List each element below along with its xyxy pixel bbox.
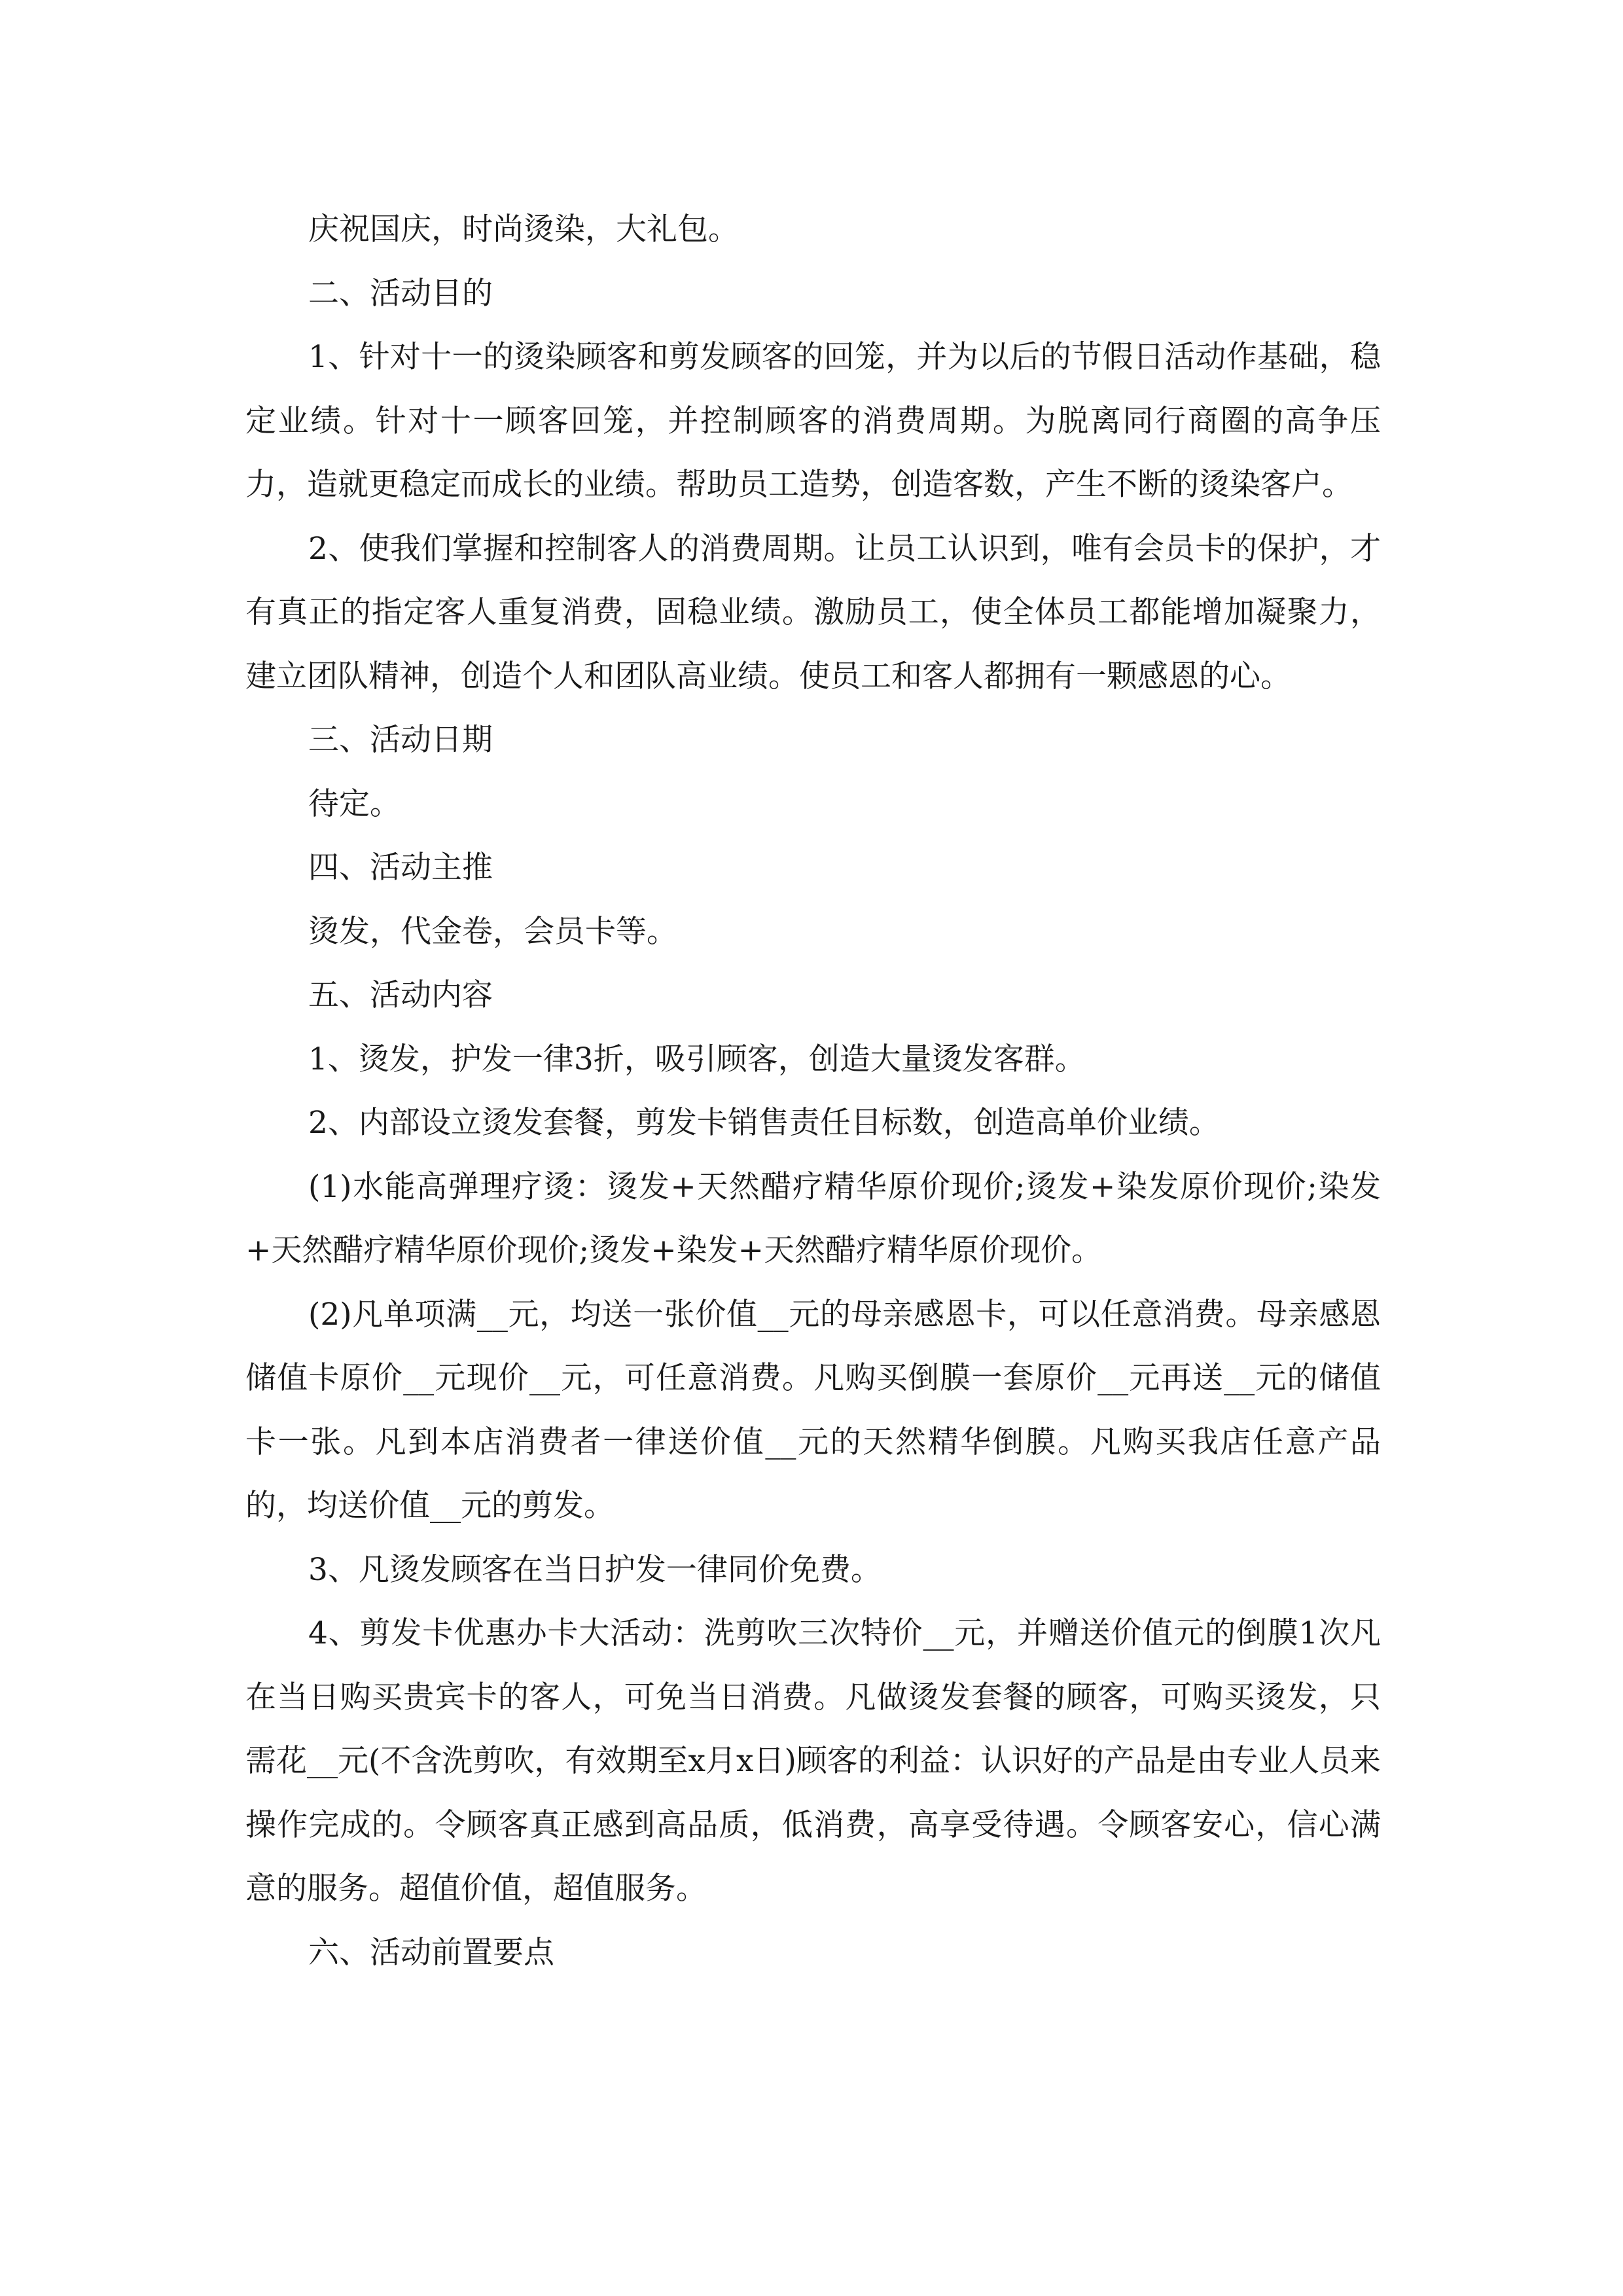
- paragraph-date: 待定。: [308, 785, 401, 822]
- paragraph-content-2-2: (2)凡单项满__元，均送一张价值__元的母亲感恩卡，可以任意消费。母亲感恩储值卡原价__元现价__元，可任意消费。凡购买倒膜一套原价__元再送__元的储值卡一张。凡到本店消费者一律送价值__元的天然精华倒膜。凡购买我店任意产品的，均送价值__元的剪发。: [245, 1296, 1381, 1524]
- paragraph-main-push: 烫发，代金卷，会员卡等。: [308, 913, 677, 950]
- paragraph-content-2-1: (1)水能高弹理疗烫：烫发+天然醋疗精华原价现价;烫发+染发原价现价;染发+天然醋疗精华原价现价;烫发+染发+天然醋疗精华原价现价。: [245, 1168, 1381, 1268]
- paragraph-content-4: 4、剪发卡优惠办卡大活动：洗剪吹三次特价__元，并赠送价值元的倒膜1次凡在当日购买贵宾卡的客人，可免当日消费。凡做烫发套餐的顾客，可购买烫发，只需花__元(不含洗剪吹，有效期至x月x日)顾客的利益：认识好的产品是由专业人员来操作完成的。令顾客真正感到高品质，低消费，高享受待遇。令顾客安心，信心满意的服务。超值价值，超值服务。: [245, 1615, 1381, 1907]
- paragraph-content-3: 3、凡烫发顾客在当日护发一律同价免费。: [308, 1551, 882, 1588]
- heading-date: 三、活动日期: [308, 722, 493, 758]
- paragraph-content-2: 2、内部设立烫发套餐，剪发卡销售责任目标数，创造高单价业绩。: [308, 1105, 1220, 1141]
- heading-purpose: 二、活动目的: [308, 275, 493, 312]
- paragraph-content-1: 1、烫发，护发一律3折，吸引顾客，创造大量烫发客群。: [308, 1041, 1086, 1077]
- heading-main-push: 四、活动主推: [308, 850, 493, 886]
- paragraph-purpose-1: 1、针对十一的烫染顾客和剪发顾客的回笼，并为以后的节假日活动作基础，稳定业绩。针对十一顾客回笼，并控制顾客的消费周期。为脱离同行商圈的高争压力，造就更稳定而成长的业绩。帮助员工造势，创造客数，产生不断的烫染客户。: [245, 339, 1381, 503]
- document-body: [245, 198, 1381, 1984]
- paragraph-purpose-2: 2、使我们掌握和控制客人的消费周期。让员工认识到，唯有会员卡的保护，才有真正的指定客人重复消费，固稳业绩。激励员工，使全体员工都能增加凝聚力，建立团队精神，创造个人和团队高业绩。使员工和客人都拥有一颗感恩的心。: [245, 530, 1381, 694]
- paragraph-theme: 庆祝国庆，时尚烫染，大礼包。: [308, 211, 739, 247]
- heading-preparation: 六、活动前置要点: [308, 1934, 554, 1971]
- heading-content: 五、活动内容: [308, 977, 493, 1013]
